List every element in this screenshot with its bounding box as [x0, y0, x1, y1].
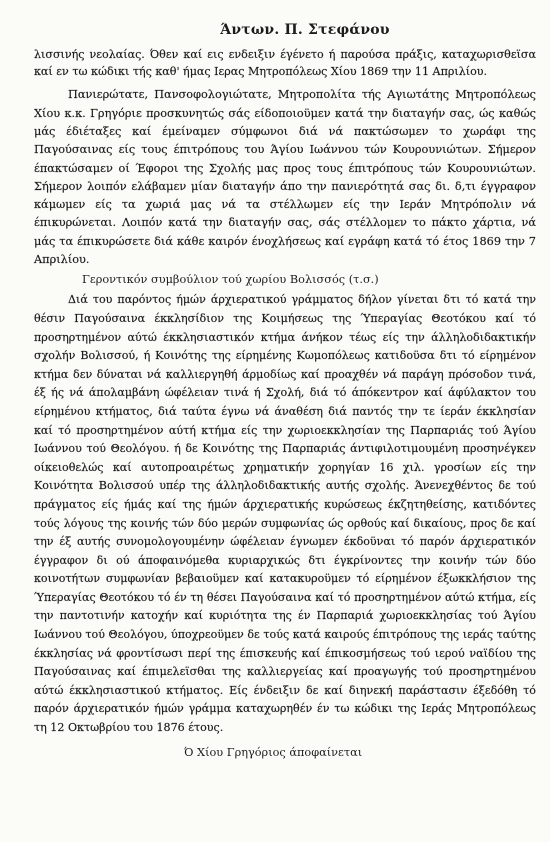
body-paragraph: Διά του παρόντος ήμών άρχιερατικού γράμματος δήλον γίνεται δτι τό κατά την θέσιν Παγούσαινα έκκλησίδιον της Κοιμήσεως της Ύπεραγίας Θεοτόκου καί τό προσηρτημένον αύτώ έκκλησιαστικόν κτήμα άνήκον τέως είς την άλληλοδιδακτικήν σχολήν Βολισσού, ή Κοινότης της είρημένης Κωμοπόλεως κατιδοϋσα δτι τό είρημένον κτήμα δεν δύναται νά καλλιεργηθή άρμοδίως καί προαχθέν νά παράγη πρόσοδον τινά, έξ ής νά άπολαμβάνη ώφέλειαν τινά ή Σχολή, διά τό άπόκεντρον καί άφύλακτον του είρημένου κτήματος, διά ταύτα έγνω νά άναθέση διά παντός την τε ίεράν έκκλησίαν καί τό προσηρτημένον αύτή κτήμα είς την χωριοεκκλησίαν της Παρπαριάς τού Άγίου Ιωάννου τού Θεολόγου. ή δε Κοινότης της Παρπαριάς άντιφιλοτιμουμένη προσηνέγκεν οίκειοθελώς καί αυτοπροαιρέτως χρηματικήν χορηγίαν 16 χιλ. γροσίων είς την Κοινότητα Βολισσού υπέρ της άλληλοδιδακτικής αυτής σχολής. Άνενεχθέντος δε τού πράγματος είς ήμάς καί της ήμών άρχιερατικής κυρώσεως έκζητηθείσης, κατιδόντες τούς λόγους της κοινής τών δύο μερών συμφωνίας ώς ορθούς καί δικαίους, προς δε καί την έξ αυτής συνομολογουμένην ώφέλειαν έγνωμεν έκδοϋναι τό παρόν άρχιερατικόν έγγραφον δι ού άποφαινόμεθα κυριαρχικώς δτι έγκρίνοντες την κοινήν τών δύο κοινοτήτων συμφωνίαν βεβαιοϋμεν καί κατακυροϋμεν τό είρημένον έξωκκλήσιον της Ύπεραγίας Θεοτόκου τό έν τη θέσει Παγούσαινα καί τό προσηρτημένον αύτώ κτήμα, είς την παντοτινήν κατοχήν καί κυριότητα της έν Παρπαριά χωριοεκκλησίας τού Άγίου Ιωάννου τού Θεολόγου, ύποχρεοϋμεν δε τούς κατά καιρούς έπιτρόπους της ιεράς ταύτης έκκλησίας νά φροντίσωσι περί της έπισκευής καί έπικοσμήσεως τού ιερού ναϊδίου της Παγούσαινας καί έπιμελεϊσθαι της καλλιεργείας καί προαγωγής τού προσηρτημένου αύτώ έκκλησιαστικού κτήματος. Είς ένδειξιν δε καί διηνεκή παράστασιν έξεδόθη τό παρόν άρχιερατικόν ήμών γράμμα καταχωρηθέν έν τω κώδικι της Ιεράς Μητροπόλεως τη 12 Οκτωβρίου του 1876 έτους. — [34, 293, 536, 735]
letter-paragraph: Πανιερώτατε, Πανσοφολογιώτατε, Μητροπολίτα τής Αγιωτάτης Μητροπόλεως Χίου κ.κ. Γρηγόριε προσκυνητώς σάς είδοποιοϋμεν κατά την διαταγήν σας, ώς καθώς μάς έδιέταξες καί έμείναμεν σύμφωνοι διά νά πακτώσωμεν το χωράφι της Παγούσαινας είς τους έπιτρόπους του Άγίου Ιωάννου τών Κουρουνιώτων. Σήμερον έπακτώσαμεν οί Έφοροι της Σχολής μας προς τους έπιτρόπους τών Κουρουνιώτων. Σήμερον λοιπόν ελάβαμεν μίαν διαταγήν άπο την πανιερότητά σας δι. δ,τι έγγραφον κάμωμεν είς τα χωριά μας νά τα στέλλωμεν είς την Ιεράν Μητρόπολιν νά έπικυρώνεται. Λοιπόν κατά την διαταγήν σας, σάς στέλλομεν το πάκτο χάρτια, νά μάς τα έπικυρώσετε διά κάθε καιρόν ένοχλήσεως καί εγράφη κατά τό έτος 1869 την 7 Απριλίου. — [34, 88, 536, 267]
council-heading: Γεροντικόν συμβούλιον τού χωρίου Βολισσός (τ.σ.) — [82, 273, 379, 287]
signature-line: Ό Χίου Γρηγόριος άποφαίνεται — [184, 745, 363, 759]
intro-paragraph: λισσινής νεολαίας. Όθεν καί εις ενδειξιν έγένετο ή παρούσα πράξις, καταχωρισθεϊσα καί εν τω κώδικι τής καθ' ήμας Ιερας Μητροπόλεως Χίου 1869 την 11 Απριλίου. — [34, 48, 536, 79]
running-header: Άντων. Π. Στεφάνου — [220, 22, 390, 38]
